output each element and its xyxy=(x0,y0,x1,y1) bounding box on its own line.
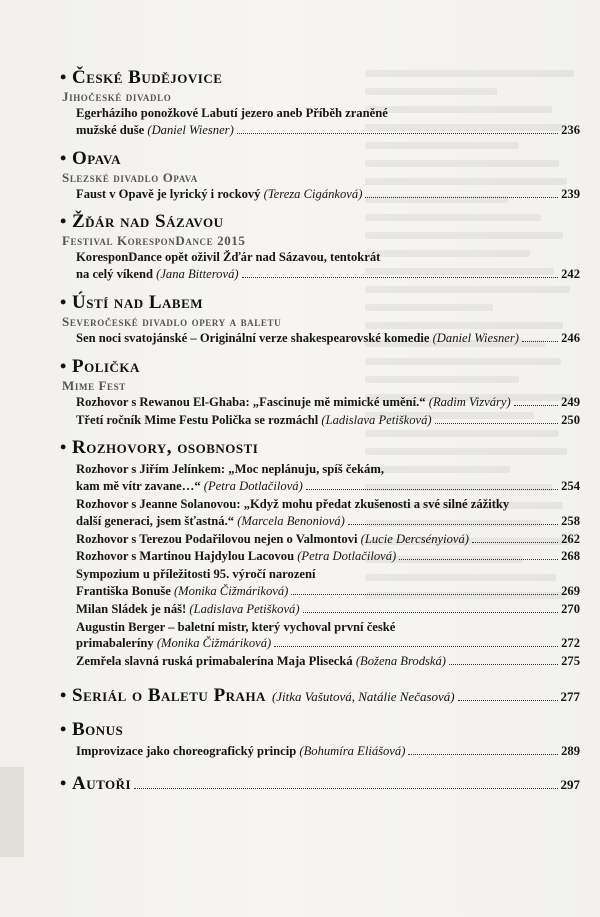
bullet-icon: • xyxy=(60,67,67,87)
entry-author: (Daniel Wiesner) xyxy=(432,330,519,345)
section-title: • České Budějovice xyxy=(60,67,223,88)
page-number: 272 xyxy=(561,636,580,651)
toc-section-serial xyxy=(60,684,580,708)
toc-entry: Milan Sládek je náš! (Ladislava Petišková) 270 xyxy=(76,601,580,616)
toc-entry: Rozhovor s Jeanne Solanovou: „Když mohu předat zkušenosti a své silné zážitky další generaci, jsem šťastná.“ (Marcela Benoniová) 258 xyxy=(76,496,580,528)
dot-leader xyxy=(522,341,558,342)
page-number: 297 xyxy=(560,776,580,792)
toc-section-rozhovory xyxy=(60,436,580,670)
dot-leader xyxy=(237,133,558,134)
dot-leader xyxy=(134,788,557,789)
page-number: 262 xyxy=(561,531,580,546)
dot-leader xyxy=(274,646,558,647)
toc-entry: Faust v Opavě je lyrický i rockový (Tereza Cigánková) 239 xyxy=(76,186,580,201)
entry-author: (Monika Čižmáriková) xyxy=(156,636,272,651)
dot-leader xyxy=(303,612,559,613)
entry-author: (Ladislava Petišková) xyxy=(321,412,432,427)
toc-entry: Rozhovor s Jiřím Jelínkem: „Moc neplánuju, spíš čekám, kam mě vítr zavane…“ (Petra Dotlačilová) 254 xyxy=(76,462,580,494)
toc-section-bonus xyxy=(60,718,580,760)
page-number: 268 xyxy=(561,549,580,564)
page-number: 246 xyxy=(561,330,580,345)
section-title: • Ústí nad Labem xyxy=(60,291,204,313)
dot-leader xyxy=(514,405,558,406)
section-title: • Opava xyxy=(60,147,122,169)
dot-leader xyxy=(306,489,558,490)
toc-entry: Augustin Berger – baletní mistr, který vychoval první české primabaleríny (Monika Čižmáriková) 272 xyxy=(76,619,580,651)
dot-leader xyxy=(449,664,558,665)
toc-entry: Třetí ročník Mime Festu Polička se rozmáchl (Ladislava Petišková) 250 xyxy=(76,412,580,427)
entry-author: (Bohumíra Eliášová) xyxy=(299,743,406,758)
entry-author: (Petra Dotlačilová) xyxy=(203,479,303,494)
page-number: 242 xyxy=(561,267,580,282)
entry-author: (Lucie Dercsényiová) xyxy=(360,531,469,546)
toc-section-usti-nad-labem xyxy=(60,291,580,347)
entry-author: (Radim Vizváry) xyxy=(428,394,511,409)
toc-entry: Sen noci svatojánské – Originální verze shakespearovské komedie (Daniel Wiesner) 246 xyxy=(76,330,580,345)
dot-leader xyxy=(348,524,558,525)
entry-author: (Ladislava Petišková) xyxy=(189,601,300,616)
page-number: 254 xyxy=(561,479,580,494)
toc-entry: Sympozium u příležitosti 95. výročí narození Františka Bonuše (Monika Čižmáriková) 269 xyxy=(76,567,580,598)
page-number: 270 xyxy=(561,601,580,616)
toc-entry: Improvizace jako choreografický princip (Bohumíra Eliášová) 289 xyxy=(76,743,580,758)
dot-leader xyxy=(399,559,558,560)
toc-section-policka xyxy=(60,355,580,429)
page-number: 239 xyxy=(561,186,580,201)
bullet-icon: • xyxy=(60,147,67,168)
section-title: • Polička xyxy=(60,355,140,377)
section-title: • Žďár nad Sázavou xyxy=(60,211,224,233)
entry-author: (Jitka Vašutová, Natálie Nečasová) xyxy=(271,688,455,704)
bullet-icon: • xyxy=(60,684,67,705)
toc-entry: Rozhovor s Martinou Hajdylou Lacovou (Petra Dotlačilová) 268 xyxy=(76,549,580,564)
section-title: • Bonus xyxy=(60,718,124,740)
toc-section-zdar-nad-sazavou xyxy=(60,210,580,283)
toc-section-opava xyxy=(60,147,580,203)
entry-author: (Petra Dotlačilová) xyxy=(297,549,397,564)
entry-author: (Tereza Cigánková) xyxy=(263,186,363,201)
bullet-icon: • xyxy=(60,291,67,312)
page-number: 249 xyxy=(561,394,580,409)
bullet-icon: • xyxy=(60,437,67,458)
dot-leader xyxy=(291,594,558,595)
bullet-icon: • xyxy=(60,772,67,793)
toc-section-ceske-budejovice xyxy=(60,66,580,139)
section-title: • Rozhovory, osobnosti xyxy=(60,437,259,459)
entry-author: (Monika Čižmáriková) xyxy=(173,583,289,598)
table-of-contents xyxy=(60,66,580,804)
page-number: 289 xyxy=(561,743,580,758)
dot-leader xyxy=(365,197,558,198)
bullet-icon: • xyxy=(60,355,67,376)
toc-entry: Egerháziho ponožkové Labutí jezero aneb Příběh zraněné mužské duše (Daniel Wiesner) 236 xyxy=(76,106,580,137)
toc-entry: Rozhovor s Rewanou El-Ghaba: „Fascinuje mě mimické umění.“ (Radim Vizváry) 249 xyxy=(76,394,580,409)
page-number: 258 xyxy=(561,513,580,528)
section-subtitle: Mime Fest xyxy=(62,377,126,393)
bullet-icon: • xyxy=(60,718,67,739)
toc-entry: Rozhovor s Terezou Podařilovou nejen o Valmontovi (Lucie Dercsényiová) 262 xyxy=(76,531,580,546)
bullet-icon: • xyxy=(60,211,67,232)
dot-leader xyxy=(435,423,559,424)
entry-author: (Jana Bitterová) xyxy=(156,267,239,282)
page-number: 275 xyxy=(561,654,580,669)
dot-leader xyxy=(458,700,558,701)
section-subtitle: Slezské divadlo Opava xyxy=(62,169,198,185)
page-number: 250 xyxy=(561,412,580,427)
section-title: • Seriál o Baletu Praha (Jitka Vašutová, Natálie Nečasová) 277 xyxy=(60,684,580,706)
toc-entry: Zemřela slavná ruská primabalerína Maja Plisecká (Božena Brodská) 275 xyxy=(76,654,580,669)
entry-author: (Daniel Wiesner) xyxy=(147,122,234,137)
page-edge-shadow xyxy=(0,767,24,857)
section-subtitle: Jihočeské divadlo xyxy=(62,89,172,104)
page-number: 236 xyxy=(561,122,580,137)
page-number: 277 xyxy=(560,688,580,704)
entry-author: (Božena Brodská) xyxy=(355,654,446,669)
section-title: • Autoři 297 xyxy=(60,772,580,794)
dot-leader xyxy=(408,754,558,755)
section-subtitle: Festival KoresponDance 2015 xyxy=(62,233,246,249)
entry-author: (Marcela Benoniová) xyxy=(237,513,345,528)
section-subtitle: Severočeské divadlo opery a baletu xyxy=(62,313,282,329)
page-number: 269 xyxy=(561,583,580,598)
dot-leader xyxy=(242,277,559,278)
toc-entry: KoresponDance opět oživil Žďár nad Sázavou, tentokrát na celý víkend (Jana Bitterová) 242 xyxy=(76,250,580,282)
dot-leader xyxy=(472,542,558,543)
toc-section-autori xyxy=(60,772,580,796)
